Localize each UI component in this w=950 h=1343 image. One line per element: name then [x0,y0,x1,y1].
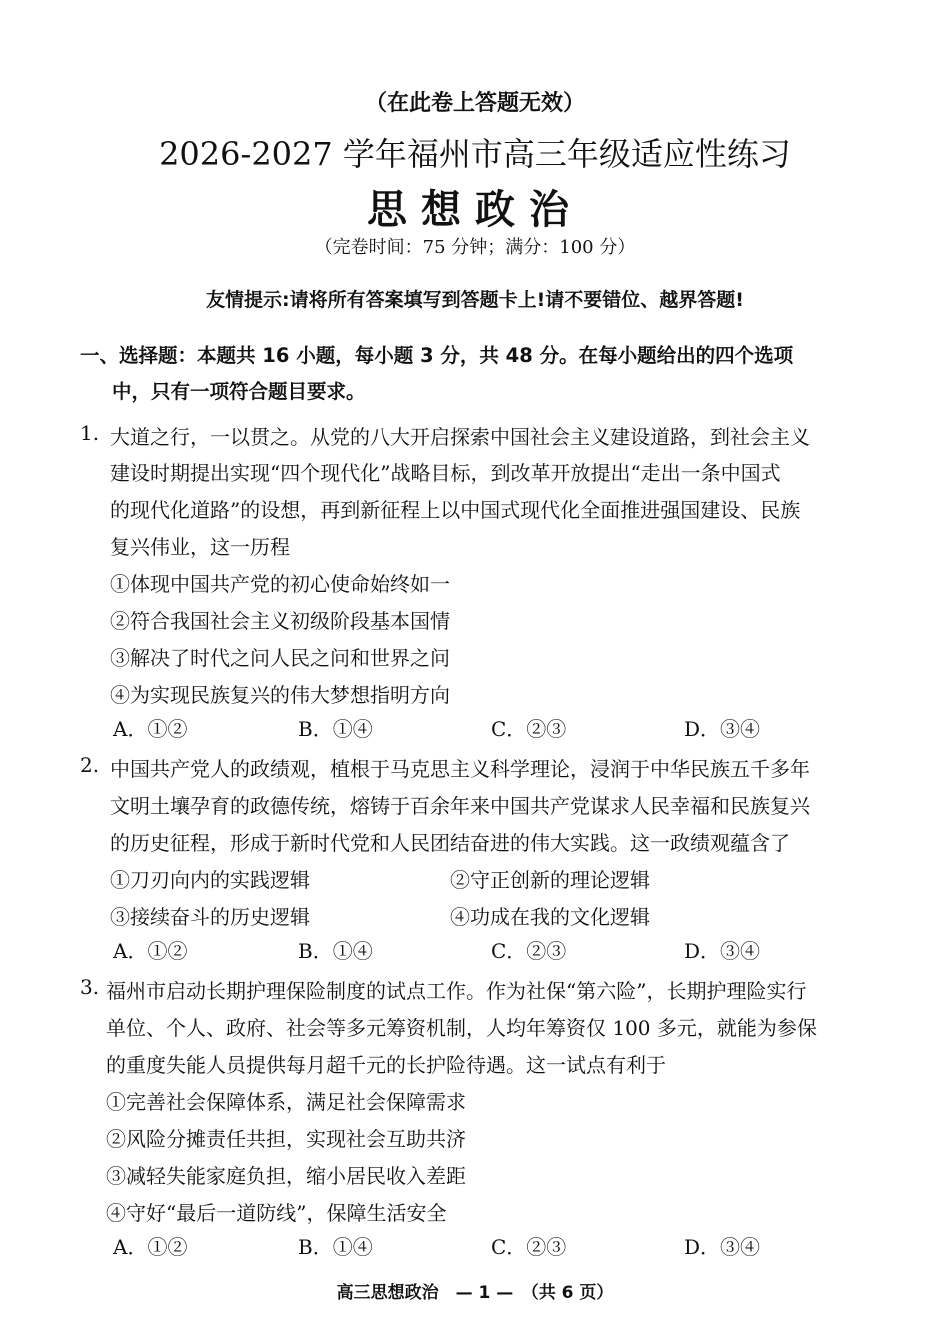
invalid-answer-notice: （在此卷上答题无效） [364,91,585,116]
friendly-tip: 友情提示:请将所有答案填写到答题卡上!请不要错位、越界答题! [206,289,744,311]
question-number: 2. [80,753,100,777]
question-stem-line: 中国共产党人的政绩观，植根于马克思主义科学理论，浸润于中华民族五千多年 [110,757,810,781]
question-item: ④守好“最后一道防线”，保障生活安全 [106,1201,447,1225]
answer-option-a: A．①② [113,717,188,741]
question-item: ①体现中国共产党的初心使命始终如一 [110,572,450,596]
question-item: ②风险分摊责任共担，实现社会互助共济 [106,1127,466,1151]
question-stem-line: 的历史征程，形成于新时代党和人民团结奋进的伟大实践。这一政绩观蕴含了 [110,831,790,855]
answer-option-d: D．③④ [684,939,761,963]
section-heading-cont: 中，只有一项符合题目要求。 [112,380,366,403]
question-item: ②守正创新的理论逻辑 [450,868,650,892]
answer-option-d: D．③④ [684,717,761,741]
question-item: ③减轻失能家庭负担，缩小居民收入差距 [106,1164,466,1188]
answer-option-c: C．②③ [491,939,567,963]
exam-timing: （完卷时间：75 分钟；满分：100 分） [314,237,636,258]
answer-option-b: B．①④ [298,1235,373,1259]
question-item: ④为实现民族复兴的伟大梦想指明方向 [110,683,450,707]
question-item: ③接续奋斗的历史逻辑 [110,905,310,929]
question-item: ①刀刃向内的实践逻辑 [110,868,310,892]
question-item: ④功成在我的文化逻辑 [450,905,650,929]
question-item: ①完善社会保障体系，满足社会保障需求 [106,1090,466,1114]
question-stem-line: 的现代化道路”的设想，再到新征程上以中国式现代化全面推进强国建设、民族 [110,498,801,522]
section-heading: 一、选择题：本题共 16 小题，每小题 3 分，共 48 分。在每小题给出的四个选项 [80,344,794,367]
question-stem-line: 文明土壤孕育的政德传统，熔铸于百余年来中国共产党谋求人民幸福和民族复兴 [110,794,810,818]
question-item: ②符合我国社会主义初级阶段基本国情 [110,609,450,633]
answer-option-b: B．①④ [298,717,373,741]
question-item: ③解决了时代之问人民之问和世界之问 [110,646,450,670]
answer-option-c: C．②③ [491,717,567,741]
question-number: 1. [80,421,100,445]
question-stem-line: 大道之行，一以贯之。从党的八大开启探索中国社会主义建设道路，到社会主义 [110,425,810,449]
answer-option-a: A．①② [113,939,188,963]
question-number: 3. [80,975,100,999]
question-stem-line: 单位、个人、政府、社会等多元筹资机制，人均年筹资仅 100 多元，就能为参保 [106,1016,817,1040]
question-stem-line: 复兴伟业，这一历程 [110,535,290,559]
subject-title: 思想政治 [367,187,583,233]
question-stem-line: 建设时期提出实现“四个现代化”战略目标，到改革开放提出“走出一条中国式 [110,461,781,485]
question-stem-line: 福州市启动长期护理保险制度的试点工作。作为社保“第六险”，长期护理险实行 [106,979,807,1003]
answer-option-a: A．①② [113,1235,188,1259]
page-footer: 高三思想政治 — 1 — （共 6 页） [336,1283,614,1303]
question-stem-line: 的重度失能人员提供每月超千元的长护险待遇。这一试点有利于 [106,1053,666,1077]
answer-option-c: C．②③ [491,1235,567,1259]
exam-title: 2026-2027 学年福州市高三年级适应性练习 [159,135,791,173]
answer-option-d: D．③④ [684,1235,761,1259]
answer-option-b: B．①④ [298,939,373,963]
